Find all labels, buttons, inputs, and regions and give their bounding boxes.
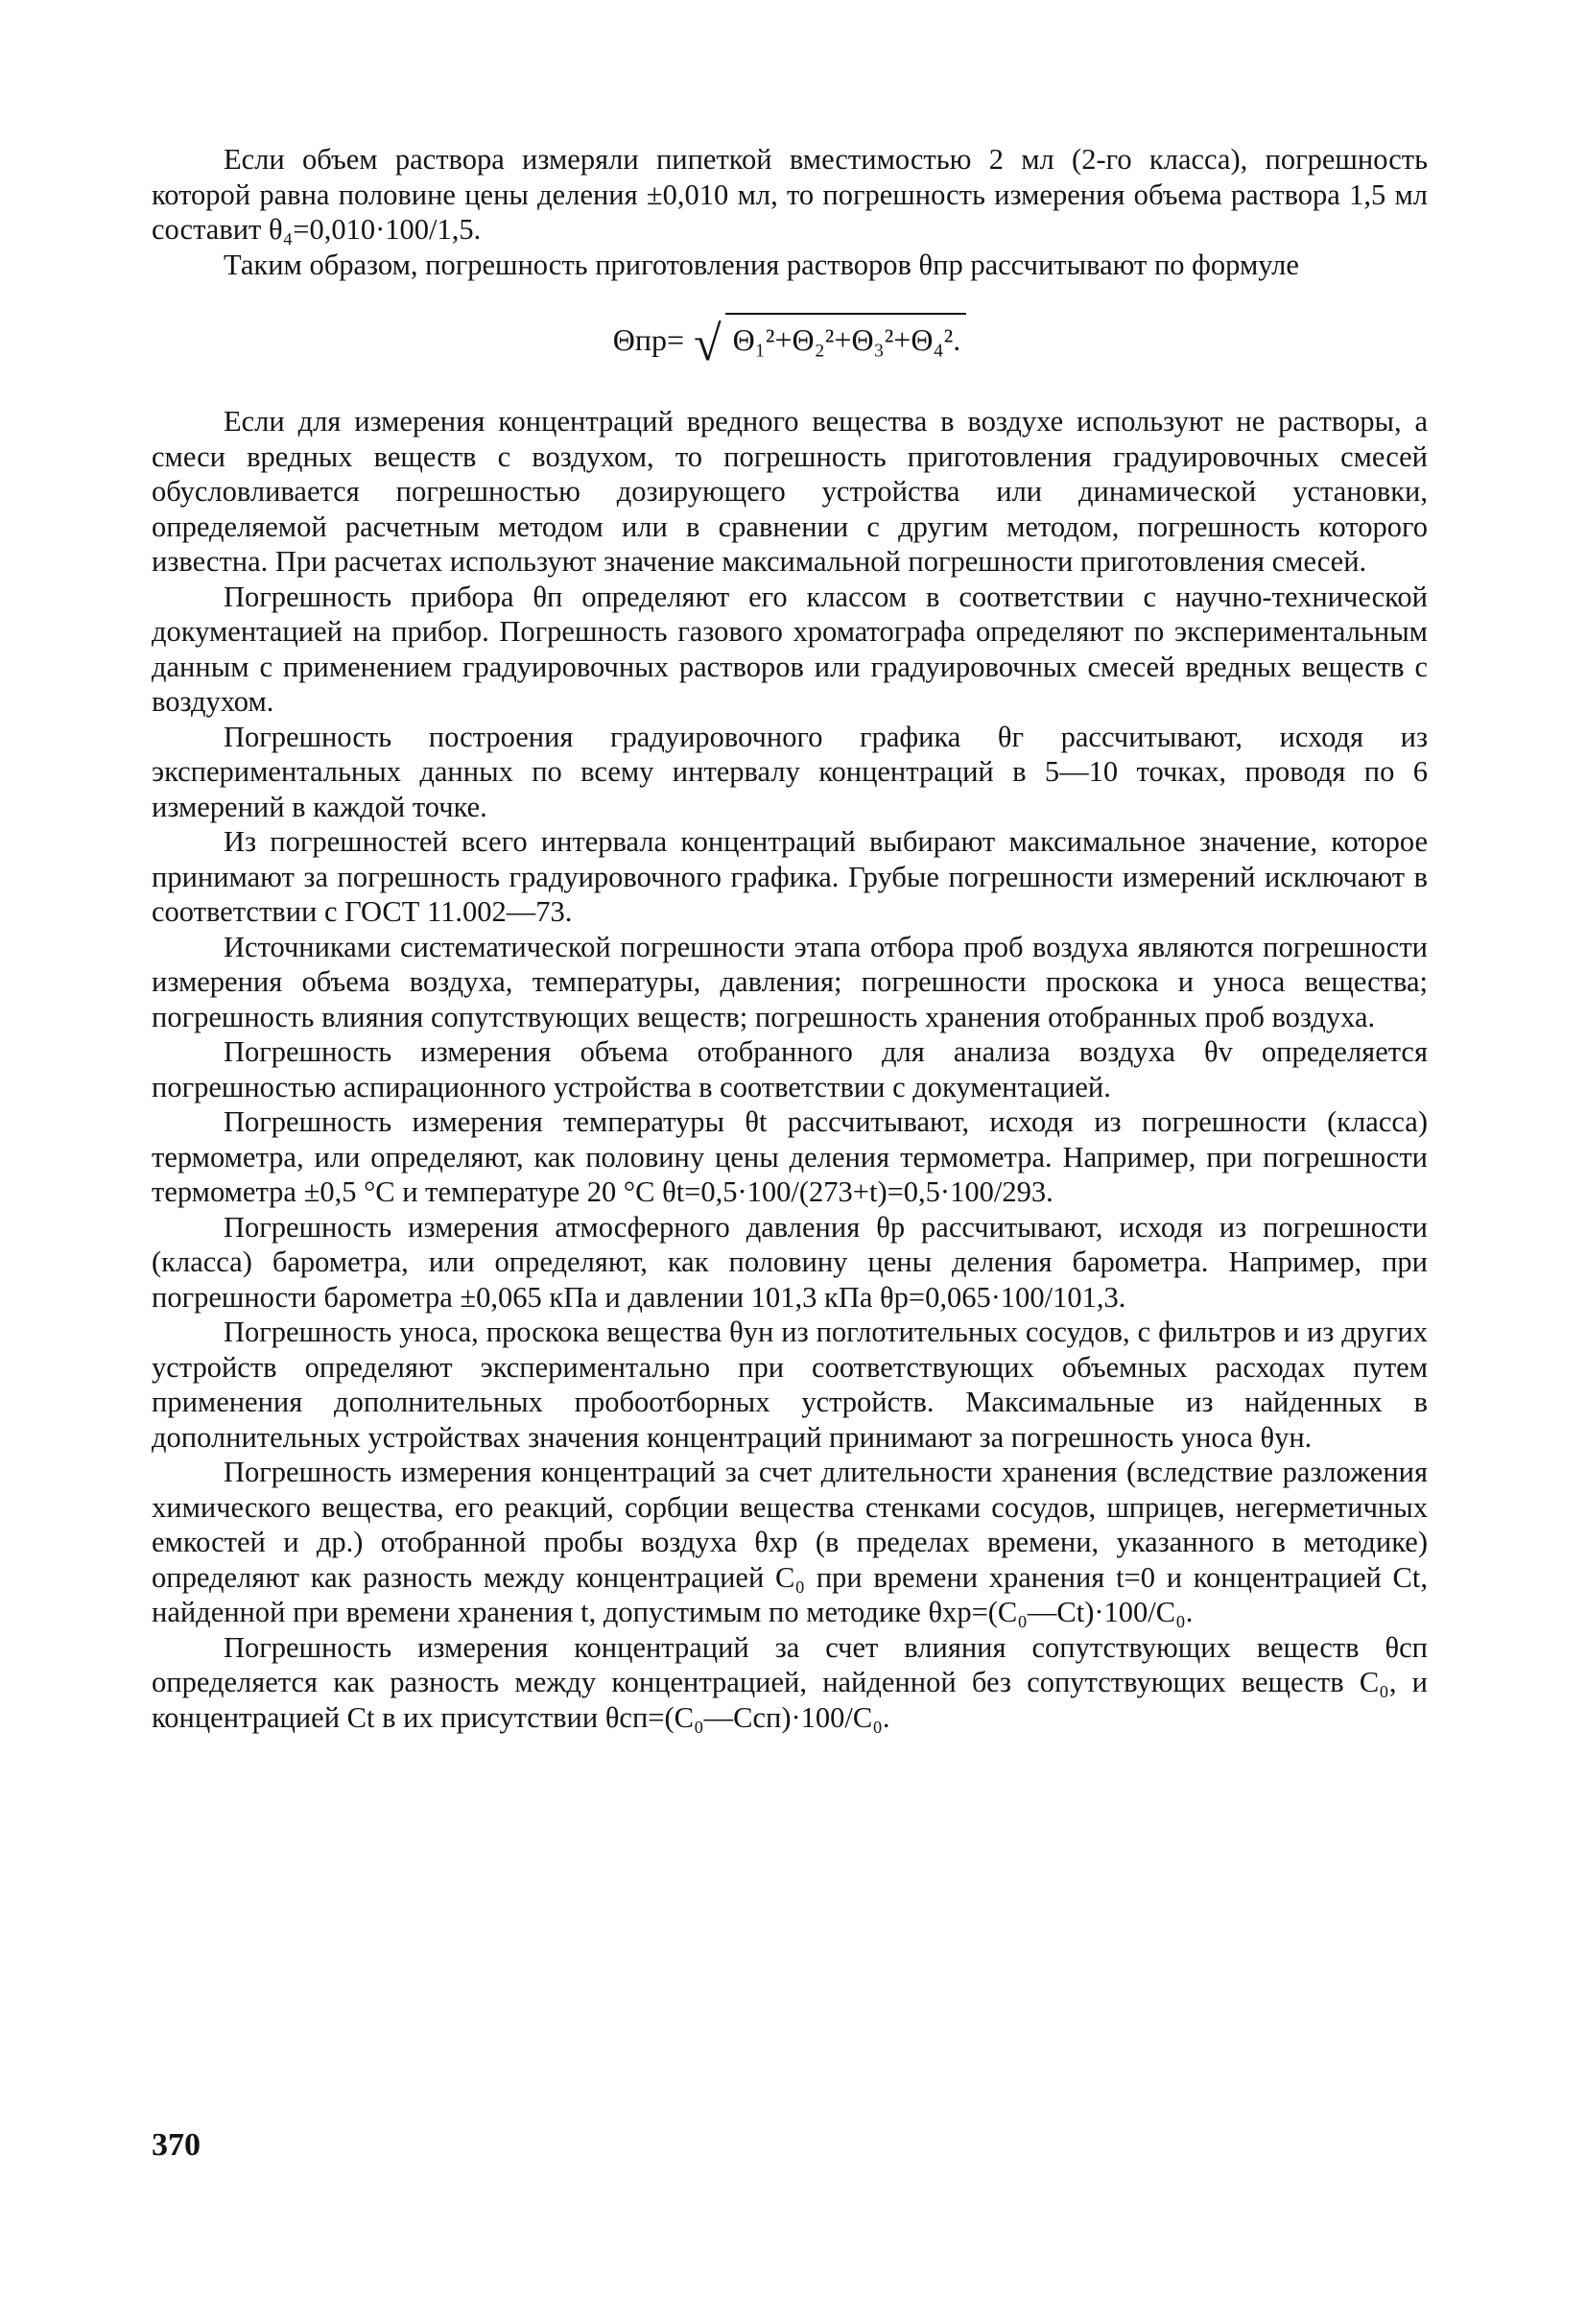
paragraph-pressure-error: Погрешность измерения атмосферного давления θр рассчитывают, исходя из погрешности (класса) барометра, или определяют, как половину цены деления барометра. Например, при погрешности барометра ±0,065 кПа и давлении 101,3 кПа θр=0,065·100/101,3.	[152, 1210, 1428, 1314]
paragraph-calibration-graph: Погрешность построения градуировочного графика θг рассчитывают, исходя из экспериментальных данных по всему интервалу концентраций в 5—10 точках, проводя по 6 измерений в каждой точке.	[152, 720, 1428, 823]
paragraph-pipette-volume: Если объем раствора измеряли пипеткой вместимостью 2 мл (2-го класса), погрешность которой равна половине цены деления ±0,010 мл, то погрешность измерения объема раствора 1,5 мл составит θ₄=0,010·100/1,5.	[152, 143, 1428, 246]
paragraph-volume-error: Погрешность измерения объема отобранного для анализа воздуха θv определяется погрешностью аспирационного устройства в соответствии с документацией.	[152, 1035, 1428, 1103]
paragraph-storage-error: Погрешность измерения концентраций за счет длительности хранения (вследствие разложения химического вещества, его реакций, сорбции вещества стенками сосудов, шприцев, негерметичных емкостей и др.) отобранной пробы воздуха θхр (в пределах времени, указанного в методике) определяют как разность между концентрацией C₀ при времени хранения t=0 и концентрацией Ct, найденной при времени хранения t, допустимым по методике θхр=(C₀—Ct)·100/C₀.	[152, 1456, 1428, 1628]
document-page	[152, 142, 1428, 1735]
page-number: 370	[152, 2127, 201, 2163]
formula-preparation-error	[152, 313, 1428, 371]
paragraph-preparation-error: Таким образом, погрешность приготовления растворов θпр рассчитывают по формуле	[224, 248, 1299, 281]
paragraph-instrument-error: Погрешность прибора θп определяют его классом в соответствии с научно-технической документацией на прибор. Погрешность газового хроматографа определяют по экспериментальным данным с применением градуировочных растворов или градуировочных смесей вредных веществ с воздухом.	[152, 580, 1428, 718]
paragraph-max-error: Из погрешностей всего интервала концентраций выбирают максимальное значение, которое принимают за погрешность градуировочного графика. Грубые погрешности измерений исключают в соответствии с ГОСТ 11.002—73.	[152, 825, 1428, 928]
paragraph-interfering-substances: Погрешность измерения концентраций за счет влияния сопутствующих веществ θсп определяется как разность между концентрацией, найденной без сопутствующих веществ C₀, и концентрацией Ct в их присутствии θсп=(C₀—Cсп)·100/C₀.	[152, 1630, 1428, 1734]
paragraph-gas-mixtures: Если для измерения концентраций вредного вещества в воздухе используют не растворы, а смеси вредных веществ с воздухом, то погрешность приготовления градуировочных смесей обусловливается погрешностью дозирующего устройства или динамической установки, определяемой расчетным методом или в сравнении с другим методом, погрешность которого известна. При расчетах используют значение максимальной погрешности приготовления смесей.	[152, 405, 1428, 578]
formula-radicand: Θ₁²+Θ₂²+Θ₃²+Θ₄².	[725, 313, 967, 361]
formula-lhs: Θпр=	[612, 322, 685, 357]
paragraph-temperature-error: Погрешность измерения температуры θt рассчитывают, исходя из погрешности (класса) термометра, или определяют, как половину цены деления термометра. Например, при погрешности термометра ±0,5 °С и температуре 20 °С θt=0,5·100/(273+t)=0,5·100/293.	[152, 1105, 1428, 1208]
square-root-sign: √	[694, 317, 722, 371]
paragraph-carryover-error: Погрешность уноса, проскока вещества θун из поглотительных сосудов, с фильтров и из других устройств определяют экспериментально при соответствующих объемных расходах путем применения дополнительных пробоотборных устройств. Максимальные из найденных в дополнительных устройствах значения концентраций принимают за погрешность уноса θун.	[152, 1316, 1428, 1454]
paragraph-systematic-sources: Источниками систематической погрешности этапа отбора проб воздуха являются погрешности измерения объема воздуха, температуры, давления; погрешности проскока и уноса вещества; погрешность влияния сопутствующих веществ; погрешность хранения отобранных проб воздуха.	[152, 930, 1428, 1033]
